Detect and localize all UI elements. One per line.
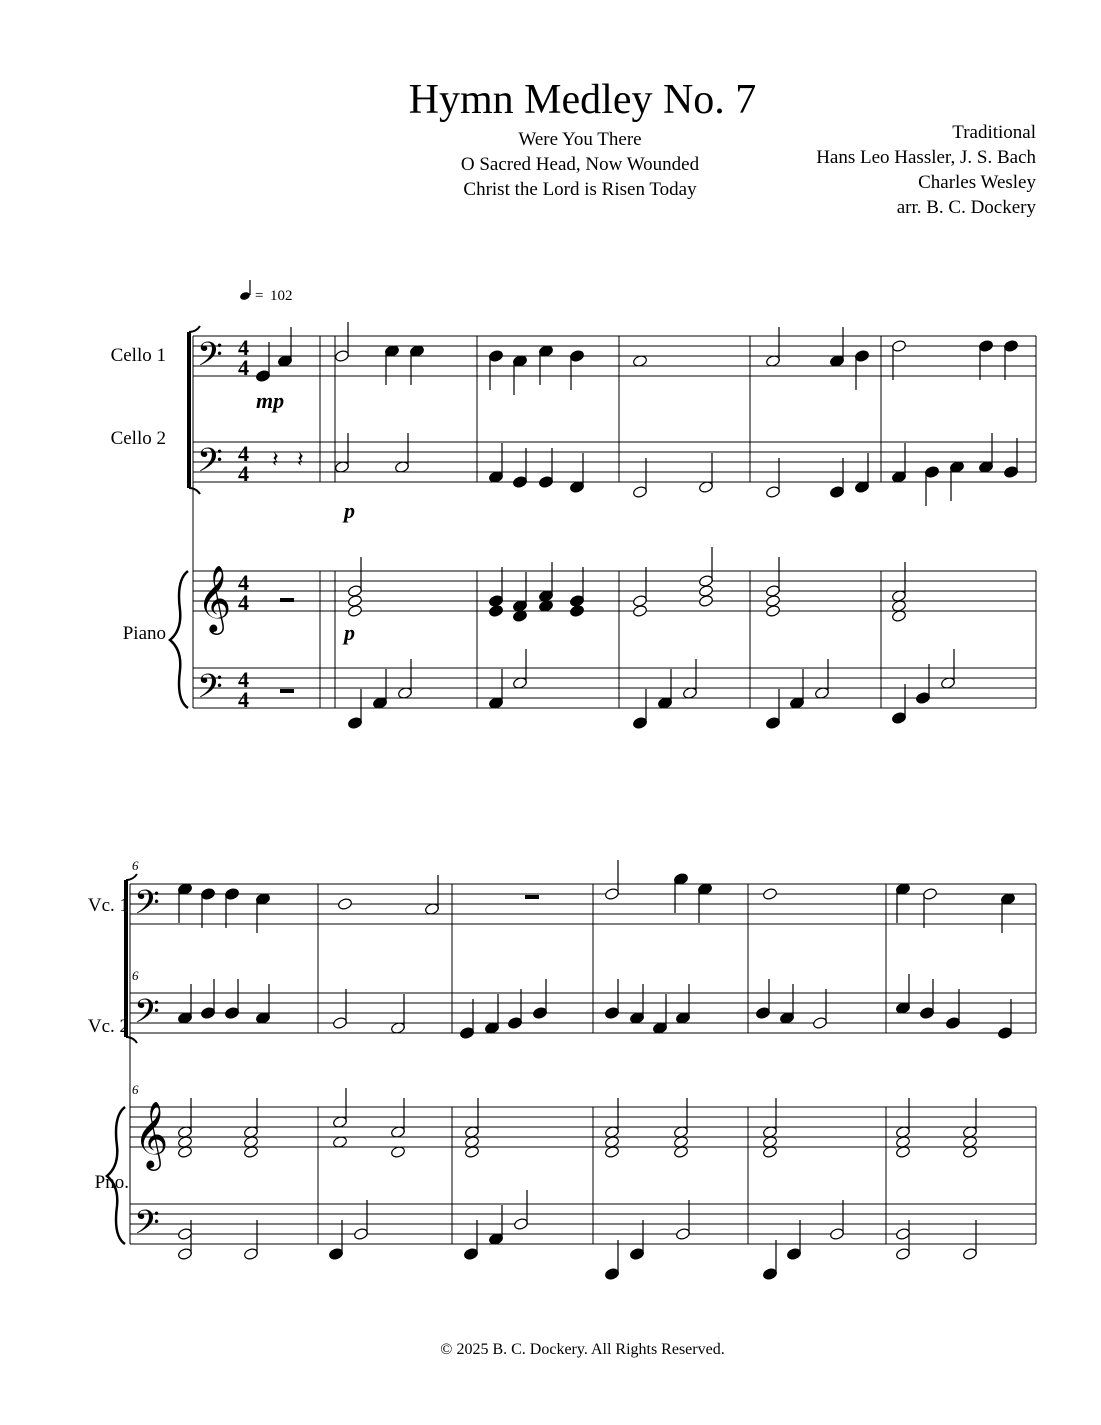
- note-head: [347, 716, 362, 729]
- bass-clef-pno: 𝄢: [134, 1204, 160, 1250]
- measure-number-vc-1: 6: [132, 858, 139, 873]
- time-sig-bottom-cello-1: 4: [238, 355, 249, 380]
- note-head: [353, 1227, 368, 1240]
- note-head: [347, 584, 362, 597]
- note-head: [337, 897, 352, 910]
- note-head: [762, 1267, 777, 1280]
- subtitle-1: Were You There: [518, 129, 642, 150]
- note-head: [488, 349, 503, 362]
- bass-clef-cello-2: 𝄢: [197, 442, 223, 488]
- time-sig-bottom-piano-bass: 4: [238, 687, 249, 712]
- note-head: [962, 1247, 977, 1260]
- barlines-system-2: [130, 884, 1036, 1244]
- note-head: [513, 1217, 528, 1230]
- svg-text:𝄽: 𝄽: [272, 448, 279, 473]
- note-head: [829, 485, 844, 498]
- note-head: [532, 1006, 547, 1019]
- note-head: [347, 594, 362, 607]
- note-head: [945, 1016, 960, 1029]
- note-head: [675, 1227, 690, 1240]
- brace-piano-system-1: [170, 571, 188, 708]
- bass-clef-vc-1: 𝄢: [134, 884, 160, 930]
- note-head: [177, 1247, 192, 1260]
- note-head: [632, 485, 647, 498]
- note-head: [895, 1247, 910, 1260]
- time-sig-top-cello-1: 4: [238, 335, 249, 360]
- note-head: [632, 604, 647, 617]
- note-head: [255, 369, 270, 382]
- instrument-label-pno: Pno.: [94, 1172, 129, 1193]
- note-head: [347, 604, 362, 617]
- note-head: [632, 594, 647, 607]
- note-head: [762, 887, 777, 900]
- instrument-label-cello-2: Cello 2: [110, 428, 166, 449]
- note-head: [829, 1227, 844, 1240]
- time-sig-top-piano-bass: 4: [238, 667, 249, 692]
- subtitle-3: Christ the Lord is Risen Today: [463, 179, 697, 200]
- note-head: [569, 349, 584, 362]
- note-head: [488, 594, 503, 607]
- treble-clef-pno: 𝄞: [134, 1100, 169, 1168]
- note-head: [224, 1006, 239, 1019]
- note-head: [765, 584, 780, 597]
- time-sig-top-piano-treble: 4: [238, 570, 249, 595]
- note-head: [512, 475, 527, 488]
- note-head: [922, 887, 937, 900]
- tempo-bpm: 102: [270, 288, 293, 304]
- credit-1: Traditional: [952, 122, 1036, 143]
- subtitle-2: O Sacred Head, Now Wounded: [460, 154, 700, 175]
- note-head: [463, 1247, 478, 1260]
- note-head: [891, 339, 906, 352]
- barlines-system-1: [193, 336, 1036, 708]
- note-head: [765, 604, 780, 617]
- note-head: [755, 1006, 770, 1019]
- svg-text:𝄽: 𝄽: [297, 448, 304, 473]
- note-head: [200, 1006, 215, 1019]
- credit-3: Charles Wesley: [918, 172, 1036, 193]
- note-head: [332, 1016, 347, 1029]
- tempo-marking: [239, 280, 292, 304]
- note-head: [924, 465, 939, 478]
- note-head: [891, 711, 906, 724]
- note-head: [765, 485, 780, 498]
- note-head: [459, 1026, 474, 1039]
- time-sig-bottom-piano-treble: 4: [238, 590, 249, 615]
- staff-cello-1: [193, 336, 1036, 376]
- dynamic-cello-2: p: [344, 498, 355, 523]
- note-head: [997, 1026, 1012, 1039]
- note-head: [177, 1227, 192, 1240]
- note-head: [915, 691, 930, 704]
- note-head: [569, 604, 584, 617]
- credit-2: Hans Leo Hassler, J. S. Bach: [816, 147, 1036, 168]
- tempo-prefix: =: [255, 288, 264, 304]
- instrument-label-piano: Piano: [122, 623, 166, 644]
- staff-piano-treble: [193, 571, 1036, 611]
- note-head: [604, 1006, 619, 1019]
- note-head: [895, 1227, 910, 1240]
- note-head: [1003, 465, 1018, 478]
- dynamic-cello-1: mp: [256, 388, 285, 413]
- note-head: [698, 584, 713, 597]
- note-head: [200, 887, 215, 900]
- note-head: [243, 1247, 258, 1260]
- instrument-label-vc-2: Vc. 2: [87, 1016, 129, 1037]
- bass-clef-piano: 𝄢: [197, 668, 223, 714]
- note-head: [698, 574, 713, 587]
- instrument-label-cello-1: Cello 1: [110, 345, 166, 366]
- note-head: [604, 1267, 619, 1280]
- bass-clef-vc-2: 𝄢: [134, 993, 160, 1039]
- note-head: [1003, 339, 1018, 352]
- note-head: [919, 1006, 934, 1019]
- note-head: [334, 349, 349, 362]
- credit-4: arr. B. C. Dockery: [896, 197, 1036, 218]
- time-sig-top-cello-2: 4: [238, 441, 249, 466]
- note-head: [854, 349, 869, 362]
- measure-number-vc-2: 6: [132, 968, 139, 983]
- brace-piano-system-2: [107, 1107, 125, 1244]
- note-head: [224, 887, 239, 900]
- note-head: [569, 594, 584, 607]
- instrument-label-vc-1: Vc. 1: [87, 895, 129, 916]
- score-title: Hymn Medley No. 7: [408, 77, 757, 123]
- rests: [272, 448, 539, 899]
- note-head: [786, 1247, 801, 1260]
- note-head: [632, 716, 647, 729]
- note-head: [812, 1016, 827, 1029]
- note-head: [328, 1247, 343, 1260]
- treble-clef-piano: 𝄞: [197, 564, 232, 632]
- measure-number-pno: 6: [132, 1082, 139, 1097]
- dynamic-piano: p: [344, 620, 355, 645]
- note-head: [765, 716, 780, 729]
- note-head: [978, 339, 993, 352]
- note-head: [765, 594, 780, 607]
- note-head: [629, 1247, 644, 1260]
- note-head: [488, 604, 503, 617]
- note-head: [507, 1016, 522, 1029]
- bass-clef-cello-1: 𝄢: [197, 336, 223, 382]
- time-sig-bottom-cello-2: 4: [238, 461, 249, 486]
- copyright-footer: © 2025 B. C. Dockery. All Rights Reserved.: [440, 1341, 725, 1358]
- staff-cello-2: [193, 442, 1036, 482]
- staff-piano-bass: [193, 668, 1036, 708]
- note-head: [604, 887, 619, 900]
- note-head: [538, 475, 553, 488]
- note-head: [698, 594, 713, 607]
